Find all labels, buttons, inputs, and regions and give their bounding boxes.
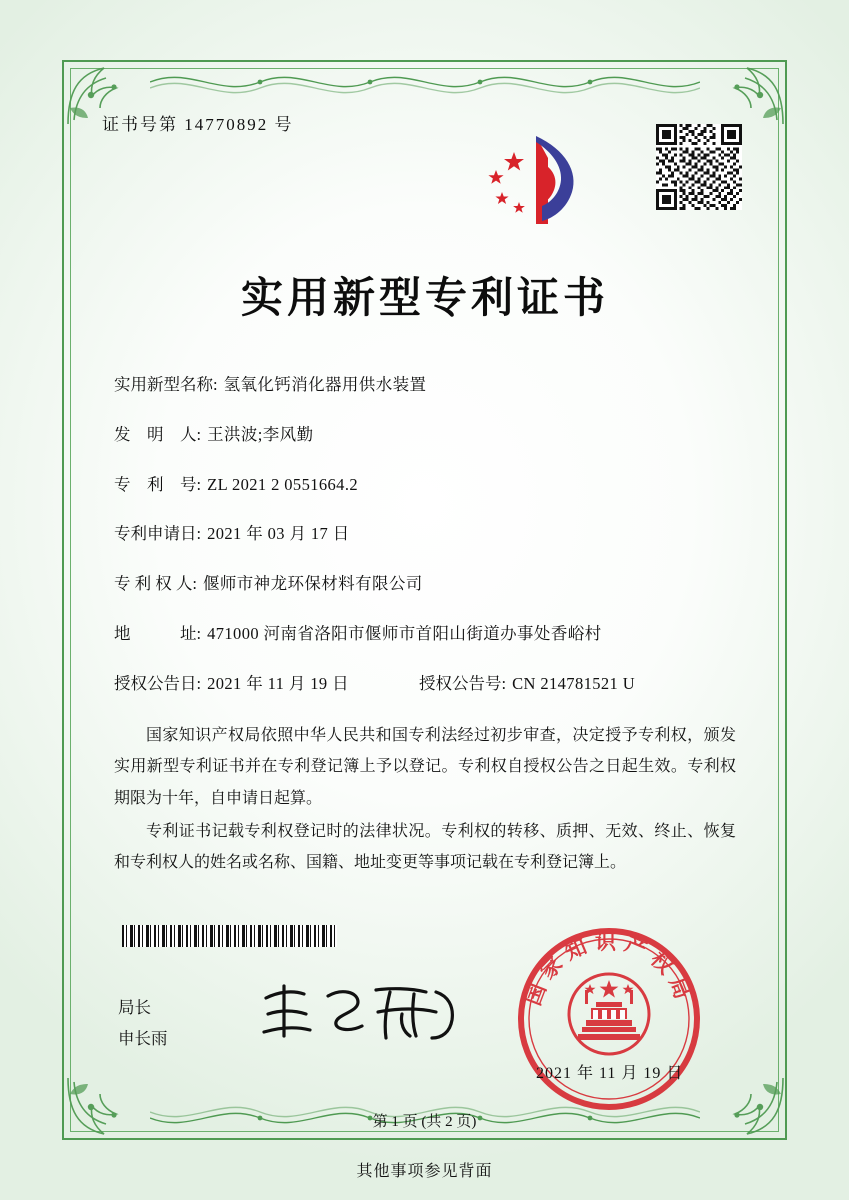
field-label-grant-no: 授权公告号: <box>419 673 507 693</box>
paragraph: 国家知识产权局依照中华人民共和国专利法经过初步审查，决定授予专利权，颁发实用新型专利证书并在专利登记簿上予以登记。专利权自授权公告之日起生效。专利权期限为十年，自申请日起算。 <box>114 727 736 807</box>
field-row <box>114 622 750 647</box>
field-value: 氢氧化钙消化器用供水装置 <box>223 375 427 394</box>
field-label: 发 明 人: <box>114 424 202 444</box>
field-label: 地 址: <box>114 623 202 643</box>
field-row <box>114 423 750 448</box>
field-value: 471000 河南省洛阳市偃师市首阳山街道办事处香峪村 <box>207 623 602 643</box>
signature-block <box>118 992 168 1055</box>
barcode <box>122 925 337 947</box>
field-value: ZL 2021 2 0551664.2 <box>207 474 358 494</box>
official-seal <box>512 922 707 1117</box>
field-label: 实用新型名称: <box>114 375 218 394</box>
field-label-grant-date: 授权公告日: <box>114 673 202 693</box>
footer-note: 其他事项参见背面 <box>356 1163 493 1180</box>
cnipa-logo-icon <box>474 128 594 238</box>
seal-arc-text: 国家知识产权局 <box>520 930 698 1009</box>
seal-date: 2021 年 11 月 19 日 <box>536 1065 684 1082</box>
field-row <box>114 572 750 597</box>
page-title: 实用新型专利证书 <box>240 274 609 321</box>
field-row-dual <box>114 672 750 697</box>
fields-list <box>100 373 750 696</box>
field-row <box>114 373 750 398</box>
svg-text:国家知识产权局 <box>521 930 697 1009</box>
field-row <box>114 473 750 498</box>
field-label: 专 利 权 人: <box>114 574 197 593</box>
top-vine-ornament-icon <box>150 62 700 102</box>
signatory-role: 局长 <box>118 998 151 1017</box>
legal-paragraphs <box>100 720 750 878</box>
field-value: 偃师市神龙环保材料有限公司 <box>202 574 423 593</box>
certificate-number: 证书号第 14770892 号 <box>102 115 294 134</box>
field-value: 王洪波;李风勤 <box>207 424 314 444</box>
field-label: 专利申请日: <box>114 524 202 544</box>
certificate-content <box>100 110 750 880</box>
page-number: 第 1 页 (共 2 页) <box>372 1114 477 1130</box>
handwritten-signature <box>258 980 468 1046</box>
field-value: 2021 年 03 月 17 日 <box>207 524 350 544</box>
field-value-grant-no: CN 214781521 U <box>512 673 636 693</box>
field-row <box>114 522 750 547</box>
signatory-name: 申长雨 <box>118 1029 168 1049</box>
field-label: 专 利 号: <box>114 474 202 494</box>
field-value-grant-date: 2021 年 11 月 19 日 <box>207 673 350 693</box>
paragraph: 专利证书记载专利权登记时的法律状况。专利权的转移、质押、无效、终止、恢复和专利权人的姓名或名称、国籍、地址变更等事项记载在专利登记簿上。 <box>114 822 736 871</box>
qr-code <box>656 124 742 210</box>
